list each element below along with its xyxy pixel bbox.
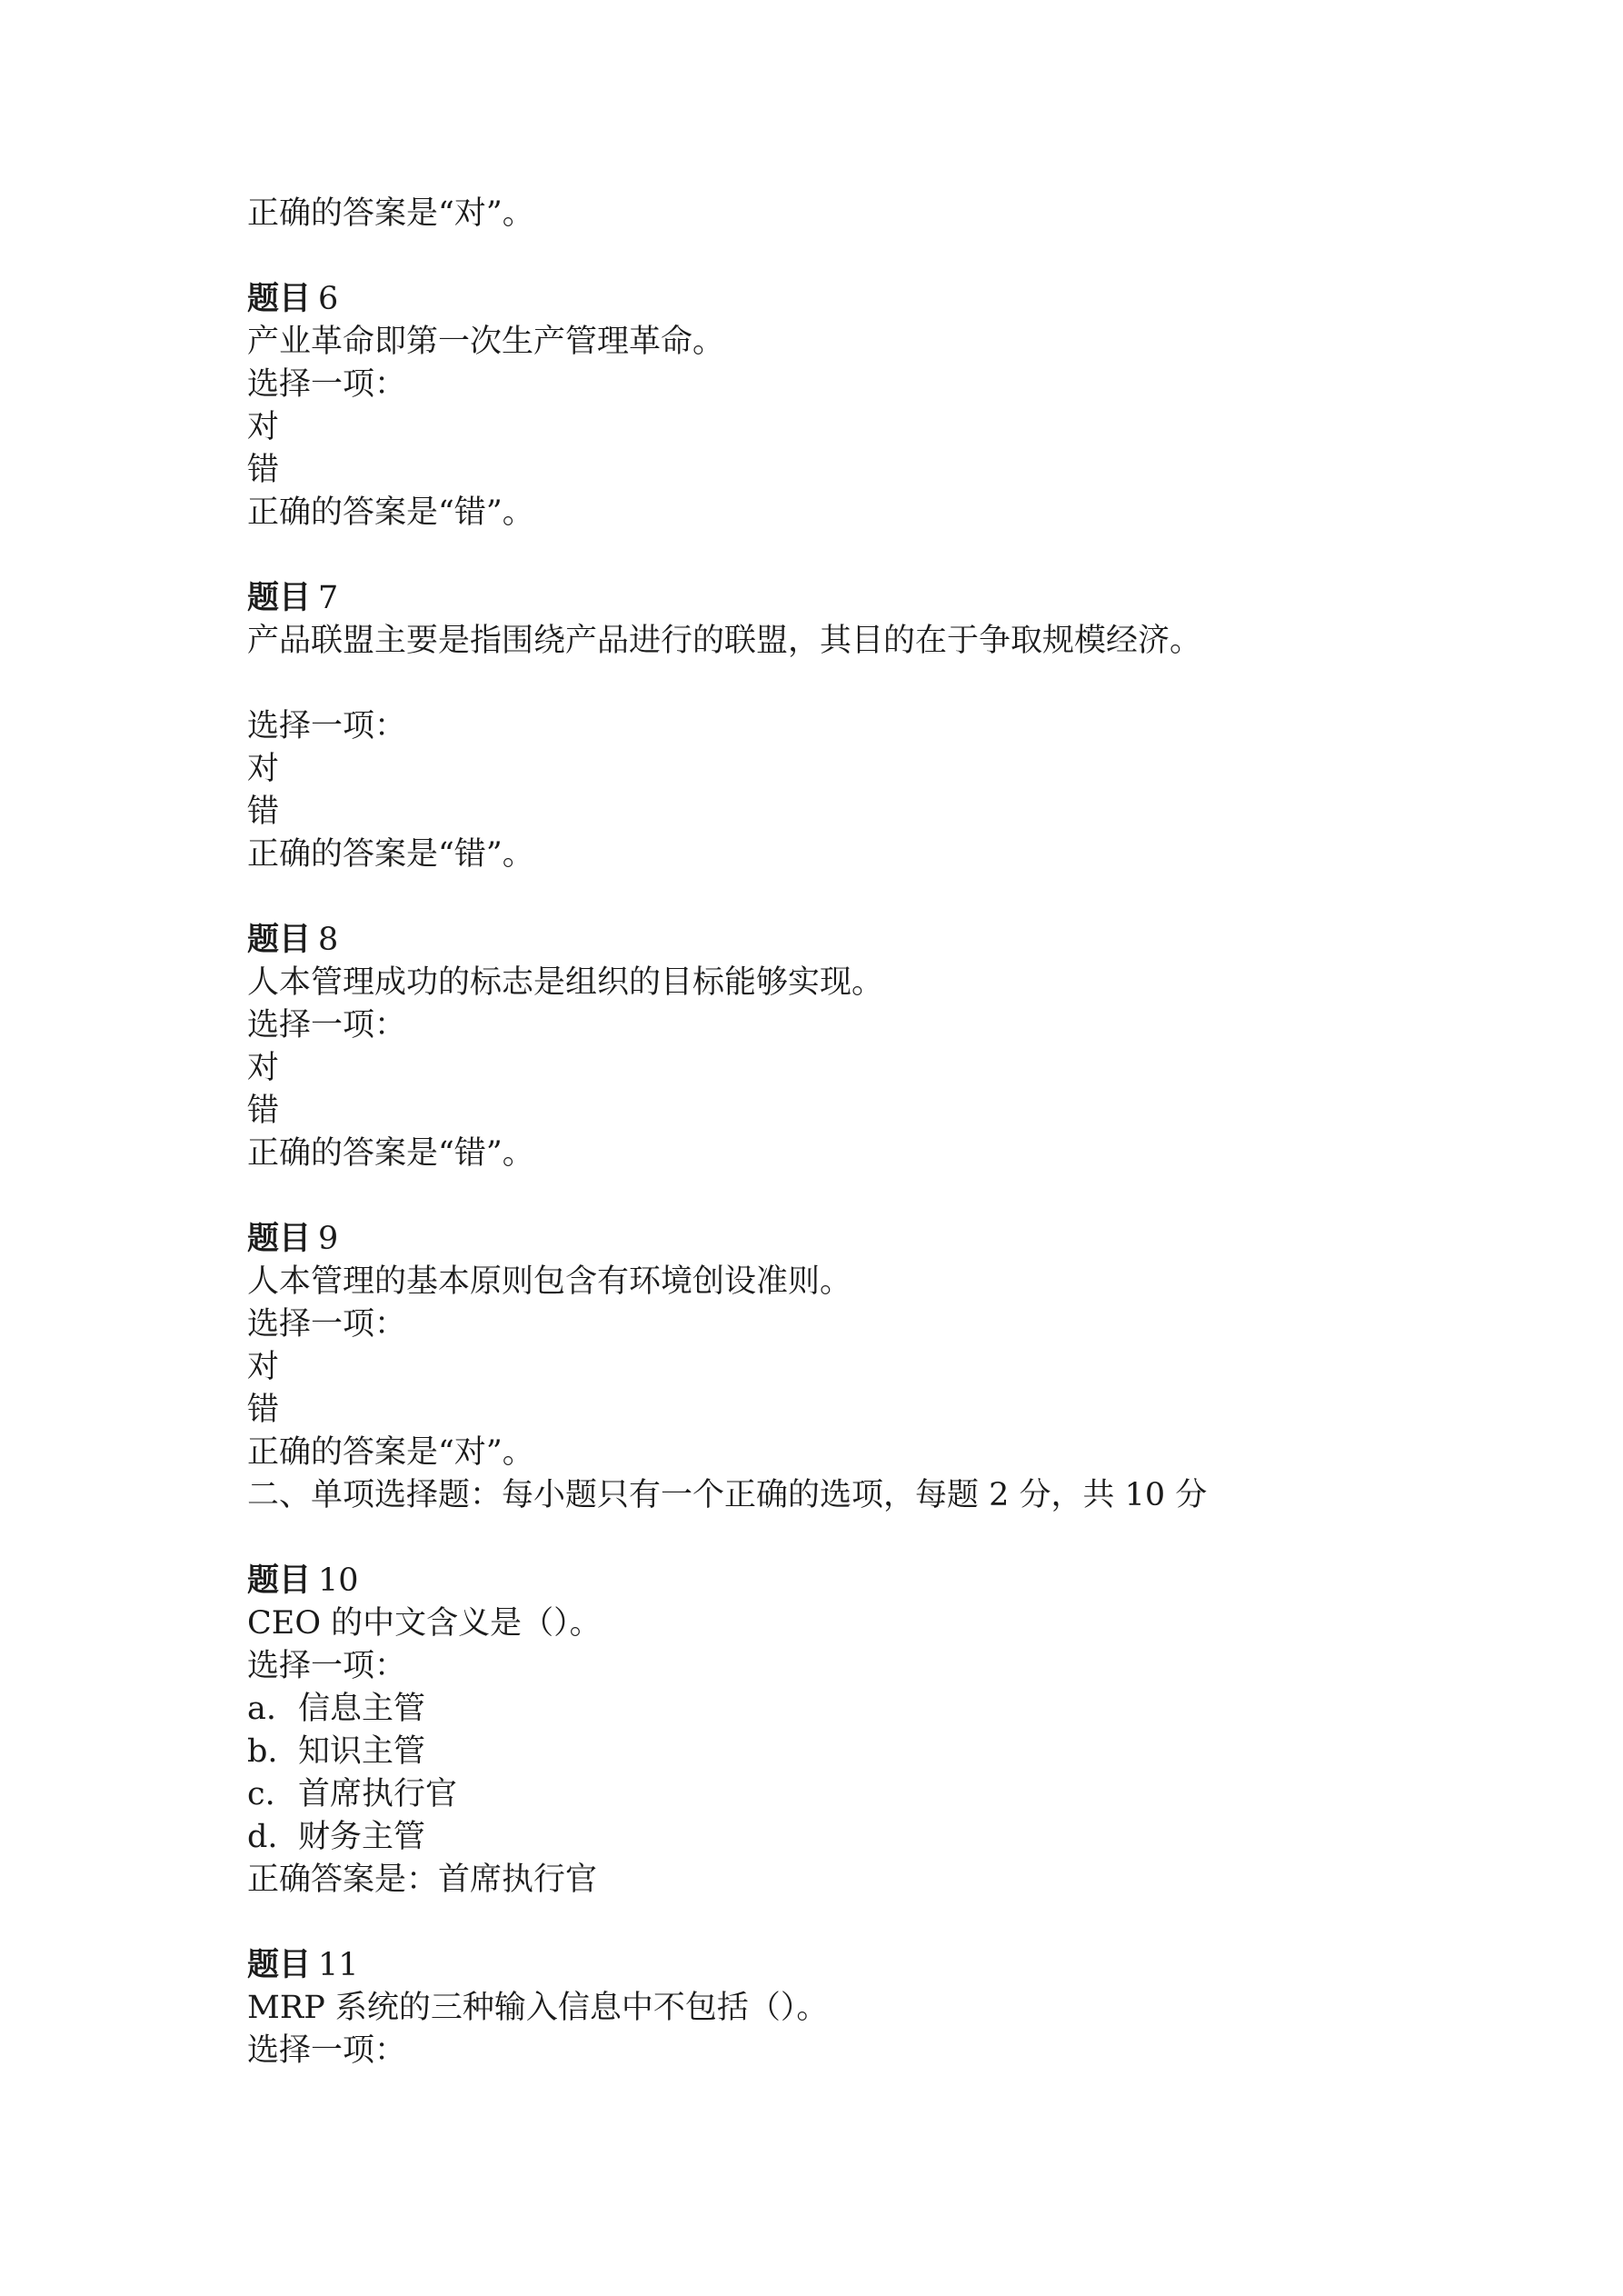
answer-text: 正确答案是：首席执行官 <box>247 1862 598 1898</box>
option-false[interactable]: 错 <box>247 794 280 830</box>
question-title <box>247 1944 1429 1987</box>
option-true[interactable]: 对 <box>247 1050 280 1086</box>
question-text: 产品联盟主要是指围绕产品进行的联盟，其目的在于争取规模经济。 <box>247 623 1202 659</box>
option-label: 信息主管 <box>298 1691 426 1727</box>
question-block <box>247 577 1429 876</box>
question-text: 产业革命即第一次生产管理革命。 <box>247 324 725 360</box>
option-true[interactable]: 对 <box>247 409 280 445</box>
answer-text: 正确的答案是“错”。 <box>247 494 534 531</box>
question-text: 人本管理成功的标志是组织的目标能够实现。 <box>247 964 884 1001</box>
choose-one-label: 选择一项： <box>247 2032 407 2069</box>
option-label: 财务主管 <box>298 1819 426 1855</box>
spacer <box>247 1517 1429 1560</box>
question-label: 题目 <box>247 281 312 317</box>
choose-one-label: 选择一项： <box>247 366 407 403</box>
option-letter: c. <box>247 1776 275 1812</box>
question-title <box>247 1218 1429 1261</box>
question-block <box>247 1944 1429 2072</box>
answer-text: 正确的答案是“对”。 <box>247 1434 534 1471</box>
question-label: 题目 <box>247 1562 312 1599</box>
question-block <box>247 278 1429 534</box>
question-label: 题目 <box>247 1947 312 1983</box>
question-title <box>247 1560 1429 1602</box>
question-number: 8 <box>318 922 339 958</box>
option-false[interactable]: 错 <box>247 1392 280 1428</box>
question-title <box>247 577 1429 620</box>
question-text: MRP 系统的三种输入信息中不包括（）。 <box>247 1990 829 2026</box>
answer-text: 正确的答案是“对”。 <box>247 195 534 232</box>
option-b[interactable] <box>247 1731 1429 1773</box>
answer-text: 正确的答案是“错”。 <box>247 1135 534 1172</box>
question-block <box>247 1218 1429 1474</box>
answer-text: 正确的答案是“错”。 <box>247 836 534 873</box>
option-a[interactable] <box>247 1688 1429 1731</box>
question-title <box>247 919 1429 962</box>
question-label: 题目 <box>247 922 312 958</box>
section-heading: 二、单项选择题：每小题只有一个正确的选项，每题 2 分，共 10 分 <box>247 1477 1208 1513</box>
question-number: 10 <box>318 1562 359 1599</box>
choose-one-label: 选择一项： <box>247 1648 407 1684</box>
option-label: 首席执行官 <box>298 1776 458 1812</box>
spacer <box>247 663 1429 705</box>
choose-one-label: 选择一项： <box>247 708 407 744</box>
choose-one-label: 选择一项： <box>247 1007 407 1043</box>
option-false[interactable]: 错 <box>247 1093 280 1129</box>
spacer <box>247 534 1429 577</box>
option-false[interactable]: 错 <box>247 452 280 488</box>
option-label: 知识主管 <box>298 1733 426 1770</box>
question-label: 题目 <box>247 580 312 616</box>
spacer <box>247 1902 1429 1944</box>
choose-one-label: 选择一项： <box>247 1306 407 1343</box>
option-letter: b. <box>247 1733 278 1770</box>
question-label: 题目 <box>247 1221 312 1257</box>
question-block <box>247 919 1429 1175</box>
option-d[interactable] <box>247 1816 1429 1859</box>
question-number: 7 <box>318 580 339 616</box>
question-number: 11 <box>318 1947 359 1983</box>
spacer <box>247 876 1429 919</box>
option-c[interactable] <box>247 1773 1429 1816</box>
option-true[interactable]: 对 <box>247 751 280 787</box>
question-number: 9 <box>318 1221 339 1257</box>
question-text: 人本管理的基本原则包含有环境创设准则。 <box>247 1263 852 1300</box>
question-block <box>247 1560 1429 1902</box>
question-title <box>247 278 1429 321</box>
spacer <box>247 1175 1429 1218</box>
spacer <box>247 235 1429 278</box>
option-letter: d. <box>247 1819 278 1855</box>
option-letter: a. <box>247 1691 276 1727</box>
document-body <box>247 193 1429 2072</box>
question-text: CEO 的中文含义是（）。 <box>247 1605 602 1642</box>
question-number: 6 <box>318 281 339 317</box>
option-true[interactable]: 对 <box>247 1349 280 1385</box>
